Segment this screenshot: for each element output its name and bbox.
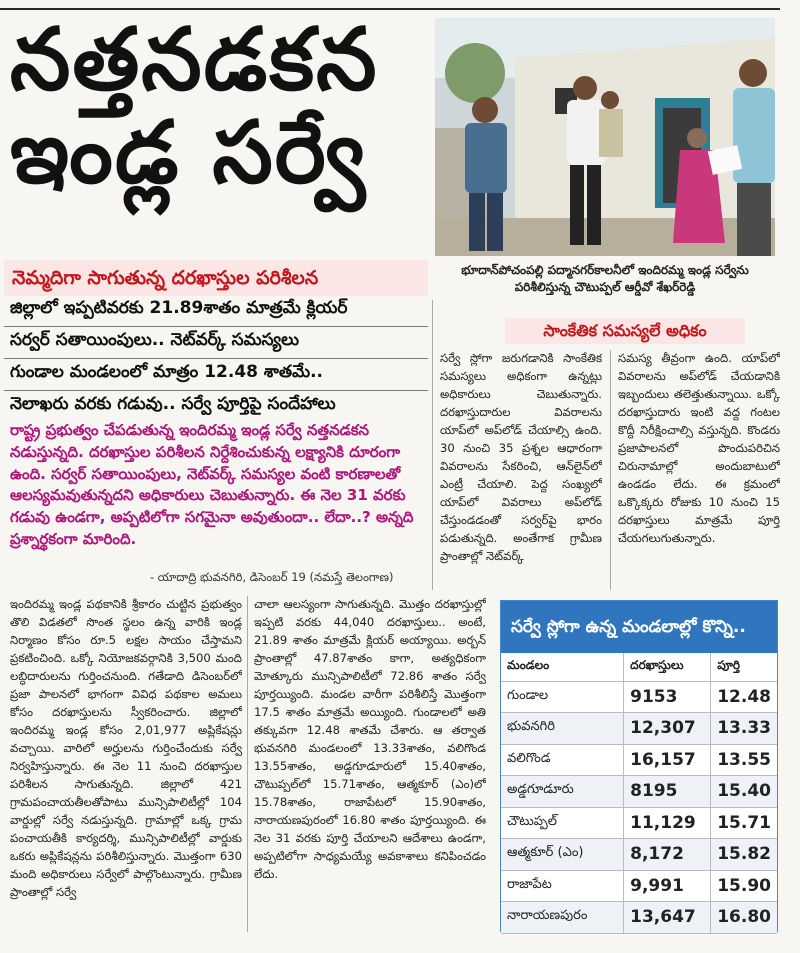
table-row: [501, 713, 777, 745]
section-title: సాంకేతిక సమస్యలే అధికం: [505, 318, 745, 344]
mandal-table: [500, 600, 778, 932]
headline: [10, 10, 430, 203]
table-row: [501, 870, 777, 902]
header-completed: పూర్తి: [711, 653, 777, 681]
cell-completed: 15.71: [711, 807, 777, 839]
cell-mandal: గుండాల: [501, 681, 624, 713]
photo-caption: భూదాన్‌పోచంపల్లి పద్మానగర్‌కాలనీలో ఇందిరమ్మ ఇండ్ల సర్వేను పరిశీలిస్తున్న చౌటుప్పల్ ఆర్డీవో శేఖర్‌రెడ్డి: [461, 263, 749, 295]
cell-completed: 15.90: [711, 870, 777, 902]
deck-divider: [4, 358, 428, 359]
table-row: [501, 839, 777, 871]
cell-applications: 11,129: [624, 807, 711, 839]
deck-1: జిల్లాలో ఇప్పటివరకు 21.89శాతం మాత్రమే క్లియర్: [10, 298, 348, 318]
table-header-row: [501, 653, 777, 681]
body-column-1: ఇందిరమ్మ ఇండ్ల పథకానికి శ్రీకారం చుట్టిన ప్రభుత్వం తొలి విడతలో సొంత స్థలం ఉన్న వారికి ఇండ్ల నిర్మాణం కోసం రూ.5 లక్షల సాయం చేస్తామని ప్రకటించింది. ఒక్కో నియోజకవర్గానికి 3,500 మంది లబ్ధిదారులను గుర్తించనుంది. గతేడాది డిసెంబర్‌లో ప్రజా పాలనలో భాగంగా వివిధ పథకాల అమలు కోసం దరఖాస్తులను స్వీకరించారు. జిల్లాలో ఇందిరమ్మ ఇండ్ల కోసం 2,01,977 అప్లికేషన్లు వచ్చాయి. వారిలో అర్హులను గుర్తించేందుకు సర్వే నిర్వహిస్తున్నారు. ఈ నెల 11 నుంచి దరఖాస్తుల పరిశీలన సాగుతున్నది. జిల్లాలో 421 గ్రామపంచాయతీలతోపాటు మున్సిపాలిటీల్లో 104 వార్డుల్లో సర్వే నడుస్తున్నది. గ్రామాల్లో ఒక్క గ్రామ పంచాయతీకి కార్యదర్శి, మున్సిపాలిటీల్లో వార్డుకు ఒకరు అప్లికేషన్లను పరిశీలిస్తున్నారు. మొత్తంగా 630 మంది అధికారులు సర్వేలో పాల్గొంటున్నారు. గ్రామీణ ప్రాంతాల్లో సర్వే: [10, 597, 242, 899]
photo-illustration: [435, 18, 775, 256]
cell-applications: 12,307: [624, 713, 711, 745]
cell-applications: 8195: [624, 776, 711, 808]
table-title: సర్వే స్లోగా ఉన్న మండలాల్లో కొన్ని..: [501, 601, 777, 653]
news-photo: [435, 18, 775, 256]
cell-mandal: వలిగొండ: [501, 744, 624, 776]
side-column-1: సర్వే స్లోగా జరుగడానికి సాంకేతిక సమస్యలు అధికంగా ఉన్నట్లు అధికారులు చెబుతున్నారు. దరఖాస్తుదారుల వివరాలను యాప్‌లో అప్‌లోడ్ చేయాల్సి ఉంది. 30 నుంచి 35 ప్రశ్నల ఆధారంగా వివరాలను సేకరించి, ఆన్‌లైన్‌లో ఎంట్రీ చేయాలి. పెద్ద సంఖ్యలో యాప్‌లో వివరాలు అప్‌లోడ్ చేస్తుండడంతో సర్వర్‌పై భారం పడుతున్నది. అంతేగాక గ్రామీణ ప్రాంతాల్లో నెట్‌వర్క్: [440, 351, 602, 563]
deck-3: గుండాల మండలంలో మాత్రం 12.48 శాతమే..: [10, 362, 324, 382]
cell-applications: 8,172: [624, 839, 711, 871]
cell-applications: 9,991: [624, 870, 711, 902]
table-row: [501, 681, 777, 713]
body-column-2: చాలా ఆలస్యంగా సాగుతున్నది. మొత్తం దరఖాస్తుల్లో ఇప్పటి వరకు 44,040 దరఖాస్తులు.. అంటే, 21.89 శాతం మాత్రమే క్లియర్ అయ్యాయి. అర్బన్ ప్రాంతాల్లో 47.87శాతం కాగా, అత్యధికంగా మోత్కూరు మున్సిపాలిటీలో 72.86 శాతం సర్వే పూర్తయ్యింది. మండల వారీగా పరిశీలిస్తే మొత్తంగా 17.5 శాతం మాత్రమే అయ్యింది. గుండాలలో అతి తక్కువగా 12.48 శాతమే చేశారు. ఆ తర్వాత భువనగిరి మండలంలో 13.33శాతం, వలిగొండ 13.55శాతం, అడ్డగూడూరులో 15.40శాతం, చౌటుప్పల్‌లో 15.71శాతం, ఆత్మకూర్ (ఎం)లో 15.78శాతం, రాజాపేటలో 15.90శాతం, నారాయణపురంలో 16.80 శాతం పూర్తయ్యింది. ఈ నెల 31 వరకు పూర్తి చేయాలని ఆదేశాలు ఉండగా, అప్పటిలోగా సాధ్యమయ్యే అవకాశాలు కనిపించడం లేదు.: [254, 597, 486, 881]
column-divider: [247, 596, 248, 932]
column-divider: [432, 300, 433, 590]
headline-line-2: ఇండ్ల సర్వే: [10, 102, 368, 203]
dateline: - యాదాద్రి భువనగిరి, డిసెంబర్ 19 (నమస్తే తెలంగాణ): [150, 570, 394, 584]
cell-mandal: చౌటుప్పల్: [501, 807, 624, 839]
headline-line-1: నత్తనడకన: [10, 10, 379, 110]
table-row: [501, 902, 777, 934]
cell-mandal: అడ్డగూడూరు: [501, 776, 624, 808]
cell-mandal: నారాయణపురం: [501, 902, 624, 934]
cell-completed: 15.82: [711, 839, 777, 871]
column-divider: [610, 350, 611, 590]
cell-applications: 9153: [624, 681, 711, 713]
cell-completed: 13.55: [711, 744, 777, 776]
survey-table: [501, 653, 777, 934]
cell-mandal: భువనగిరి: [501, 713, 624, 745]
cell-completed: 15.40: [711, 776, 777, 808]
cell-applications: 16,157: [624, 744, 711, 776]
table-row: [501, 744, 777, 776]
table-row: [501, 807, 777, 839]
header-mandal: మండలం: [501, 653, 624, 681]
intro-paragraph: రాష్ట్ర ప్రభుత్వం చేపడుతున్న ఇందిరమ్మ ఇండ్ల సర్వే నత్తనడకన నడుస్తున్నది. దరఖాస్తుల పరిశీలన నిర్దేశించుకున్న లక్ష్యానికి దూరంగా ఉంది. సర్వర్ సతాయింపులు, నెట్‌వర్క్ సమస్యల వంటి కారణాలతో ఆలస్యమవుతున్నదని అధికారులు చెబుతున్నారు. ఈ నెల 31 వరకు గడువు ఉండగా, అప్పటిలోగా సగమైనా అవుతుందా.. లేదా..? అన్నది ప్రశ్నార్థకంగా మారింది.: [10, 421, 414, 548]
cell-completed: 16.80: [711, 902, 777, 934]
cell-completed: 12.48: [711, 681, 777, 713]
cell-mandal: రాజాపేట: [501, 870, 624, 902]
deck-2: సర్వర్ సతాయింపులు.. నెట్‌వర్క్ సమస్యలు: [10, 330, 300, 350]
cell-applications: 13,647: [624, 902, 711, 934]
deck-4: నెలాఖరు వరకు గడువు.. సర్వే పూర్తిపై సందేహాలు: [10, 394, 336, 414]
subheading: నెమ్మదిగా సాగుతున్న దరఖాస్తుల పరిశీలన: [4, 260, 428, 296]
table-row: [501, 776, 777, 808]
deck-divider: [4, 390, 428, 391]
side-column-2: సమస్య తీవ్రంగా ఉంది. యాప్‌లో వివరాలను అప్‌లోడ్ చేయడానికి ఇబ్బందులు తలెత్తుతున్నాయి. ఒక్కో దరఖాస్తుదారు ఇంటి వద్ద గంటల కొద్దీ నిరీక్షించాల్సి వస్తున్నది. కొండరు ప్రజాపాలనలో పొందుపరిచిన చిరునామాల్లో అందుబాటులో ఉండడం లేదు. ఈ క్రమంలో ఒక్కొక్కరు రోజుకు 10 నుంచి 15 దరఖాస్తులు మాత్రమే పూర్తి చేయగలుగుతున్నారు.: [618, 351, 780, 545]
header-applications: దరఖాస్తులు: [624, 653, 711, 681]
cell-completed: 13.33: [711, 713, 777, 745]
cell-mandal: ఆత్మకూర్ (ఎం): [501, 839, 624, 871]
deck-divider: [4, 326, 428, 327]
